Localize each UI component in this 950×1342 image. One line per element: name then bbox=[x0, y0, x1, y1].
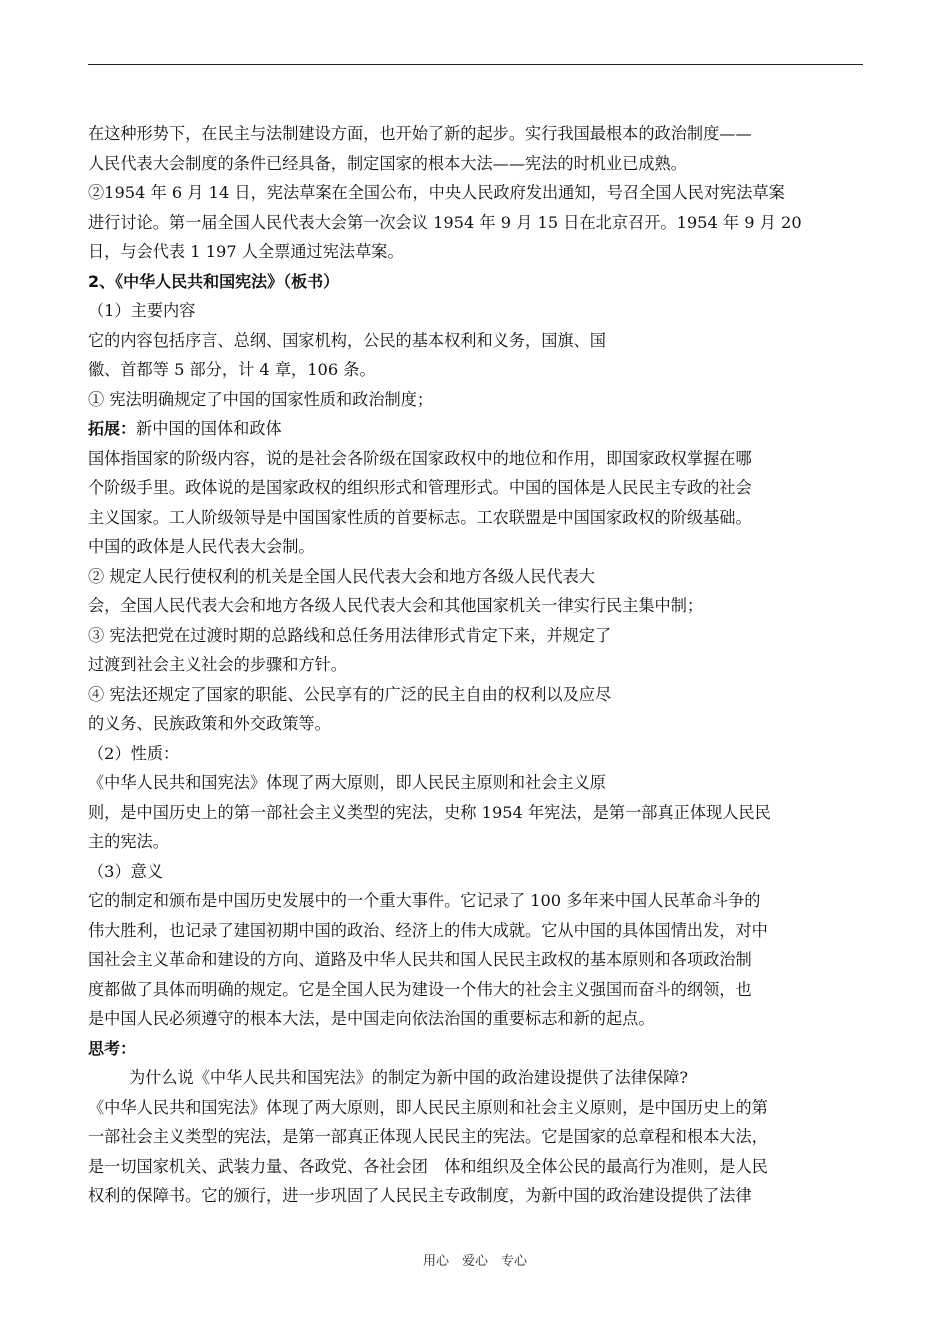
text-line: 是中国人民必须遵守的根本大法，是中国走向依法治国的重要标志和新的起点。 bbox=[88, 1009, 655, 1028]
subsection-heading: （2）性质： bbox=[88, 743, 180, 763]
text-line: ② 规定人民行使权利的机关是全国人民代表大会和地方各级人民代表大 bbox=[88, 566, 595, 586]
text-line: 伟大胜利，也记录了建国初期中国的政治、经济上的伟大成就。它从中国的具体国情出发，对中 bbox=[88, 920, 768, 940]
extension-line bbox=[88, 414, 866, 444]
text-line: 主的宪法。 bbox=[88, 832, 169, 851]
document-body bbox=[88, 119, 866, 1211]
extension-label: 拓展： bbox=[88, 419, 137, 438]
text-line: 是一切国家机关、武装力量、各政党、各社会团 体和组织及全体公民的最高行为准则，是人民 bbox=[88, 1156, 768, 1176]
text-line: 则，是中国历史上的第一部社会主义类型的宪法，史称 1954 年宪法，是第一部真正体现人民民 bbox=[88, 802, 771, 822]
text-line: ④ 宪法还规定了国家的职能、公民享有的广泛的民主自由的权利以及应尽 bbox=[88, 684, 612, 704]
text-line: 徽、首都等 5 部分，计 4 章，106 条。 bbox=[88, 360, 376, 379]
text-line: ③ 宪法把党在过渡时期的总路线和总任务用法律形式肯定下来，并规定了 bbox=[88, 625, 612, 645]
text-line: 进行讨论。第一届全国人民代表大会第一次会议 1954 年 9 月 15 日在北京召开。1954 年 9 月 20 bbox=[88, 212, 802, 232]
text-line: ① 宪法明确规定了中国的国家性质和政治制度； bbox=[88, 389, 434, 409]
text-line: 度都做了具体而明确的规定。它是全国人民为建设一个伟大的社会主义强国而奋斗的纲领，也 bbox=[88, 979, 752, 999]
text-line: 个阶级手里。政体说的是国家政权的组织形式和管理形式。中国的国体是人民民主专政的社会 bbox=[88, 478, 752, 497]
text-line: 过渡到社会主义社会的步骤和方针。 bbox=[88, 655, 347, 674]
text-line: 它的内容包括序言、总纲、国家机构，公民的基本权利和义务，国旗、国 bbox=[88, 330, 606, 350]
text-line: 日，与会代表 1 197 人全票通过宪法草案。 bbox=[88, 242, 404, 261]
subsection-heading: （1）主要内容 bbox=[88, 301, 196, 320]
think-heading: 思考： bbox=[88, 1038, 137, 1058]
page-footer: 用心 爱心 专心 bbox=[422, 1254, 527, 1269]
text-line: 在这种形势下，在民主与法制建设方面，也开始了新的起步。实行我国最根本的政治制度—— bbox=[88, 124, 752, 143]
section-heading: 2、《中华人民共和国宪法》（板书） bbox=[88, 271, 340, 291]
subsection-heading: （3）意义 bbox=[88, 861, 164, 881]
text-line: 的义务、民族政策和外交政策等。 bbox=[88, 714, 331, 733]
text-line: 国体指国家的阶级内容，说的是社会各阶级在国家政权中的地位和作用，即国家政权掌握在哪 bbox=[88, 448, 752, 468]
text-line: 权利的保障书。它的颁行，进一步巩固了人民民主专政制度，为新中国的政治建设提供了法律 bbox=[88, 1186, 752, 1205]
text-line: 它的制定和颁布是中国历史发展中的一个重大事件。它记录了 100 多年来中国人民革命斗争的 bbox=[88, 891, 761, 910]
text-line: 《中华人民共和国宪法》体现了两大原则，即人民民主原则和社会主义原则，是中国历史上的第 bbox=[88, 1097, 768, 1117]
text-line: 《中华人民共和国宪法》体现了两大原则，即人民民主原则和社会主义原 bbox=[88, 773, 606, 792]
text-line: 人民代表大会制度的条件已经具备，制定国家的根本大法——宪法的时机业已成熟。 bbox=[88, 153, 687, 173]
text-line: 国社会主义革命和建设的方向、道路及中华人民共和国人民民主政权的基本原则和各项政治制 bbox=[88, 950, 752, 969]
extension-text: 新中国的国体和政体 bbox=[136, 419, 282, 438]
header-rule bbox=[88, 64, 863, 65]
question-line: 为什么说《中华人民共和国宪法》的制定为新中国的政治建设提供了法律保障? bbox=[129, 1068, 689, 1087]
text-line: 中国的政体是人民代表大会制。 bbox=[88, 537, 315, 556]
text-line: ②1954 年 6 月 14 日，宪法草案在全国公布，中央人民政府发出通知，号召全国人民对宪法草案 bbox=[88, 183, 785, 202]
text-line: 一部社会主义类型的宪法，是第一部真正体现人民民主的宪法。它是国家的总章程和根本大法， bbox=[88, 1127, 768, 1146]
text-line: 会，全国人民代表大会和地方各级人民代表大会和其他国家机关一律实行民主集中制； bbox=[88, 596, 704, 615]
text-line: 主义国家。工人阶级领导是中国国家性质的首要标志。工农联盟是中国国家政权的阶级基础。 bbox=[88, 507, 752, 527]
